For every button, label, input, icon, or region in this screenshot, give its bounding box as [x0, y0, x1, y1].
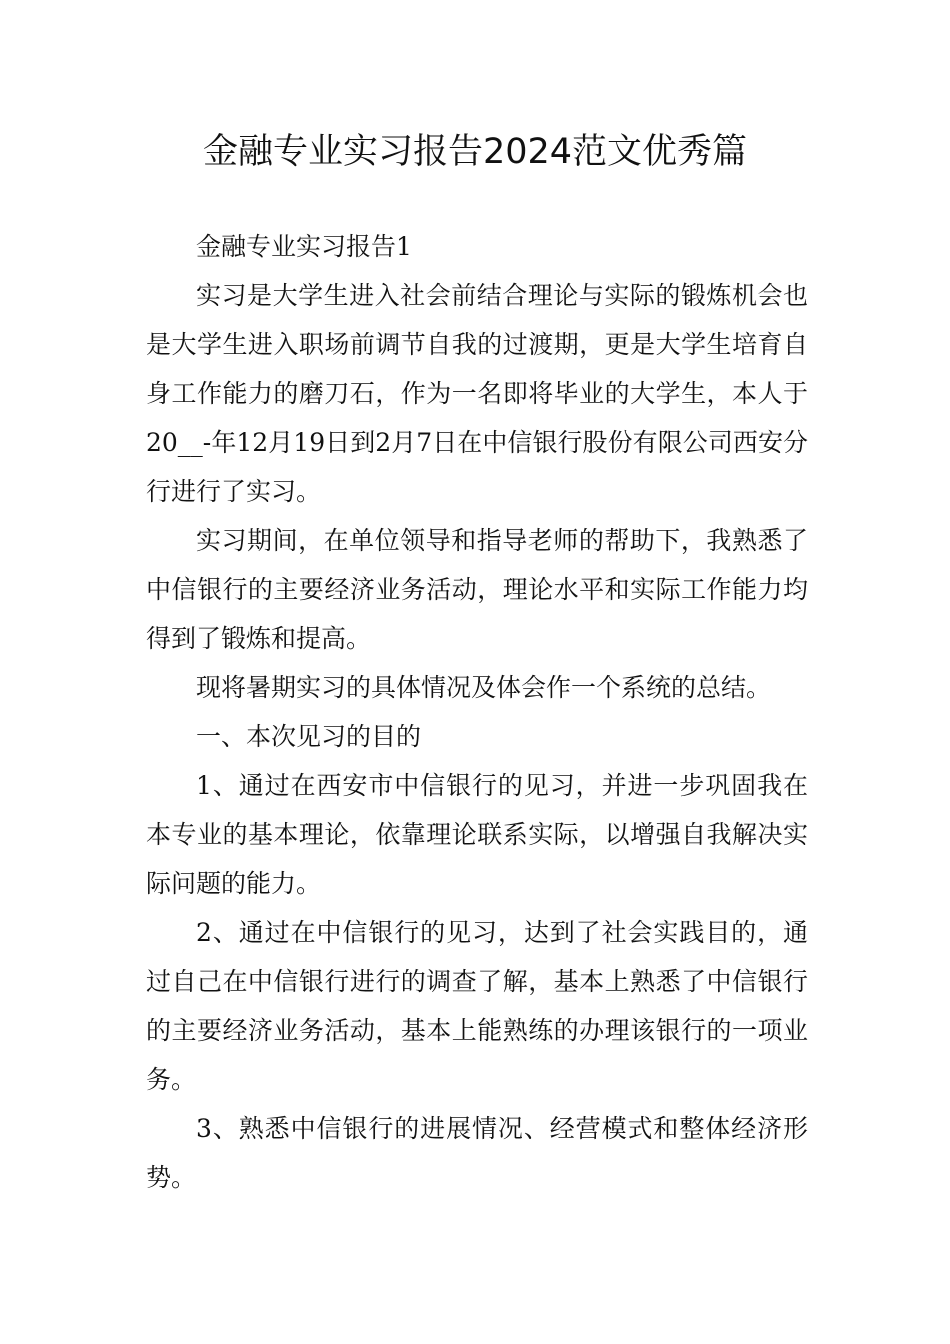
section-heading-report-1: 金融专业实习报告1	[196, 232, 412, 261]
paragraph-internship-intro: 实习是大学生进入社会前结合理论与实际的锻炼机会也是大学生进入职场前调节自我的过渡期，更是大学生培育自身工作能力的磨刀石，作为一名即将毕业的大学生，本人于20__-年12月19日到2月7日在中信银行股份有限公司西安分行进行了实习。	[146, 281, 808, 506]
paragraph-purpose-1: 1、通过在西安市中信银行的见习，并进一步巩固我在本专业的基本理论，依靠理论联系实际，以增强自我解决实际问题的能力。	[146, 771, 808, 898]
paragraph-purpose-3: 3、熟悉中信银行的进展情况、经营模式和整体经济形势。	[146, 1114, 808, 1192]
paragraph-internship-period: 实习期间，在单位领导和指导老师的帮助下，我熟悉了中信银行的主要经济业务活动，理论水平和实际工作能力均得到了锻炼和提高。	[146, 526, 808, 653]
paragraph-purpose-2: 2、通过在中信银行的见习，达到了社会实践目的，通过自己在中信银行进行的调查了解，基本上熟悉了中信银行的主要经济业务活动，基本上能熟练的办理该银行的一项业务。	[146, 918, 808, 1094]
section-heading-purpose: 一、本次见习的目的	[196, 722, 422, 751]
document-body	[146, 222, 808, 1202]
document-title: 金融专业实习报告2024范文优秀篇	[202, 132, 748, 172]
paragraph-summary-intro: 现将暑期实习的具体情况及体会作一个系统的总结。	[196, 673, 772, 702]
